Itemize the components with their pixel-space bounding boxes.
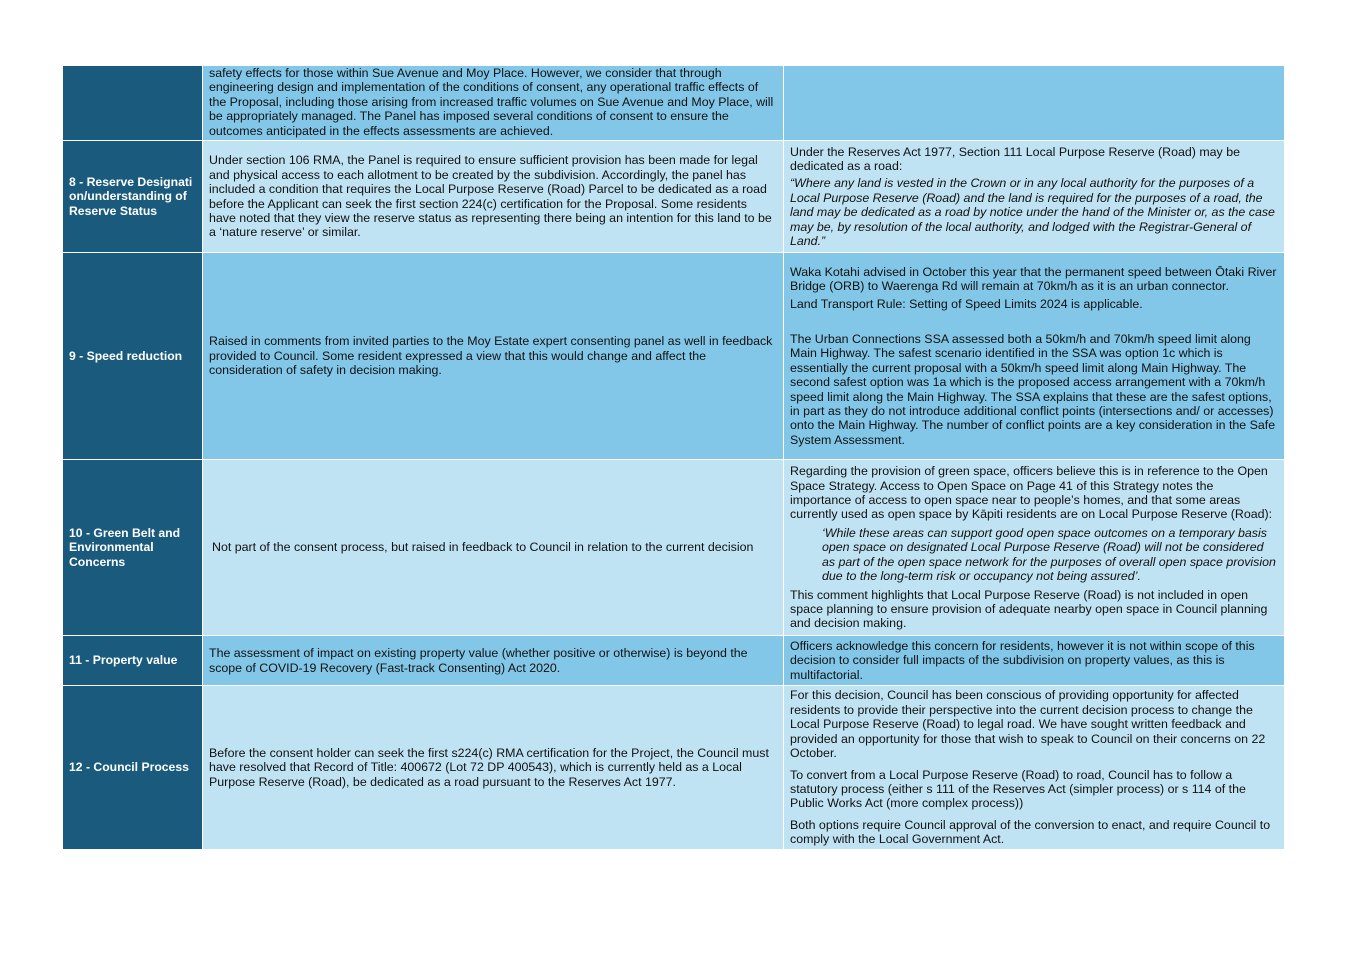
panel-response-cell <box>203 460 784 636</box>
table-row <box>63 460 1285 636</box>
row-label: 11 - Property value <box>63 636 203 686</box>
row-label <box>63 141 203 253</box>
council-response-cell <box>784 253 1285 460</box>
panel-response-text: The assessment of impact on existing property value (whether positive or otherwise) is beyond the scope of COVID-19 Recovery (Fast-track Consenting) Act 2020. <box>209 646 748 675</box>
panel-response-cell <box>203 636 784 686</box>
table-row <box>63 686 1285 850</box>
council-response-text: Waka Kotahi advised in October this year that the permanent speed between Ōtaki River Bridge (ORB) to Waerenga Rd will remain at 70km/h as it is an urban connector. <box>790 264 1277 294</box>
table-row <box>63 141 1285 253</box>
row-label: 12 - Council Process <box>63 686 203 850</box>
council-response-text: For this decision, Council has been conscious of providing opportunity for affected residents to provide their perspective into the current decision process to change the Local Purpose Reserve (Road) to legal road. We have sought written feedback and provided an opportunity for those that wish to speak to Council on their concerns on 22 October. <box>790 688 1266 761</box>
feedback-table <box>62 65 1285 850</box>
council-response-cell <box>784 460 1285 636</box>
panel-response-cell <box>203 253 784 460</box>
row-label: 10 - Green Belt and Environmental Concerns <box>63 460 203 636</box>
panel-response-cell <box>203 141 784 253</box>
council-response-cell <box>784 66 1285 141</box>
panel-response-text: Raised in comments from invited parties to the Moy Estate expert consenting panel as well in feedback provided to Council. Some resident expressed a view that this would change and affect the consideration of safety in decision making. <box>209 334 773 378</box>
council-response-text: Officers acknowledge this concern for residents, however it is not within scope of this decision to consider full impacts of the subdivision on property values, as this is multifactorial. <box>790 638 1255 682</box>
row-label-text: 8 - Reserve Designation/understanding of Reserve Status <box>69 174 193 218</box>
table-row <box>63 66 1285 141</box>
table-row <box>63 636 1285 686</box>
row-label: 9 - Speed reduction <box>63 253 203 460</box>
panel-response-text: Not part of the consent process, but raised in feedback to Council in relation to the current decision <box>212 540 754 555</box>
quoted-strategy: ‘While these areas can support good open space outcomes on a temporary basis open space on designated Local Purpose Reserve (Road) will not be considered as part of the open space network for the purposes of overall open space provision due to the long-term risk or occupancy not being assured’. <box>822 525 1276 584</box>
council-response-cell <box>784 141 1285 253</box>
panel-response-text: Before the consent holder can seek the first s224(c) RMA certification for the Project, the Council must have resolved that Record of Title: 400672 (Lot 72 DP 400543), which is currently held as a Local Purpose Reserve (Road), be dedicated as a road pursuant to the Reserves Act 1977. <box>209 745 769 789</box>
council-response-cell <box>784 686 1285 850</box>
council-response-text: Both options require Council approval of the conversion to enact, and require Council to comply with the Local Government Act. <box>790 817 1271 847</box>
row-label <box>63 66 203 141</box>
panel-response-cell <box>203 686 784 850</box>
council-response-text: The Urban Connections SSA assessed both a 50km/h and 70km/h speed limit along Main Highway. The safest scenario identified in the SSA was option 1c which is essentially the current proposal with a 50km/h speed limit along Main Highway. The second safest option was 1a which is the proposed access arrangement with a 70km/h speed limit along the Main Highway. The SSA explains that these are the safest options, in part as they do not introduce additional conflict points (intersections and/ or accesses) onto the Main Highway. The number of conflict points are a key consideration in the Safe System Assessment. <box>790 331 1276 447</box>
panel-response-cell <box>203 66 784 141</box>
council-response-cell <box>784 636 1285 686</box>
council-response-text: Regarding the provision of green space, officers believe this is in reference to the Open Space Strategy. Access to Open Space on Page 41 of this Strategy notes the importance of access to open space near to people’s homes, and that some areas currently used as open space by Kāpiti residents are on Local Purpose Reserve (Road): <box>790 464 1273 522</box>
council-response-text: To convert from a Local Purpose Reserve (Road) to road, Council has to follow a statutory process (either s 111 of the Reserves Act (simpler process) or s 114 of the Public Works Act (more complex process)) <box>790 767 1246 811</box>
panel-response-text: safety effects for those within Sue Avenue and Moy Place. However, we consider that through engineering design and implementation of the conditions of consent, any operational traffic effects of the Proposal, including those arising from increased traffic volumes on Sue Avenue and Moy Place, will be appropriately managed. The Panel has imposed several conditions of consent to ensure the outcomes anticipated in the effects assessments are achieved. <box>209 66 774 138</box>
table-row <box>63 253 1285 460</box>
council-response-text: Land Transport Rule: Setting of Speed Limits 2024 is applicable. <box>790 296 1143 311</box>
council-response-text: Under the Reserves Act 1977, Section 111 Local Purpose Reserve (Road) may be dedicated as a road: <box>790 144 1240 173</box>
council-response-text: This comment highlights that Local Purpose Reserve (Road) is not included in open space planning to ensure provision of adequate nearby open space in Council planning and decision making. <box>790 587 1268 631</box>
panel-response-text: Under section 106 RMA, the Panel is required to ensure sufficient provision has been made for legal and physical access to each allotment to be created by the subdivision. Accordingly, the panel has included a condition that requires the Local Purpose Reserve (Road) Parcel to be dedicated as a road before the Applicant can seek the first section 224(c) certification for the Proposal. Some residents have noted that they view the reserve status as representing there being an intention for this land to be a ‘nature reserve’ or similar. <box>209 153 772 240</box>
quoted-legislation: “Where any land is vested in the Crown or in any local authority for the purposes of a Local Purpose Reserve (Road) and the land is required for the purposes of a road, the land may be dedicated as a road by notice under the hand of the Minister or, as the case may be, by resolution of the local authority, and lodged with the Registrar-General of Land.” <box>790 176 1275 249</box>
